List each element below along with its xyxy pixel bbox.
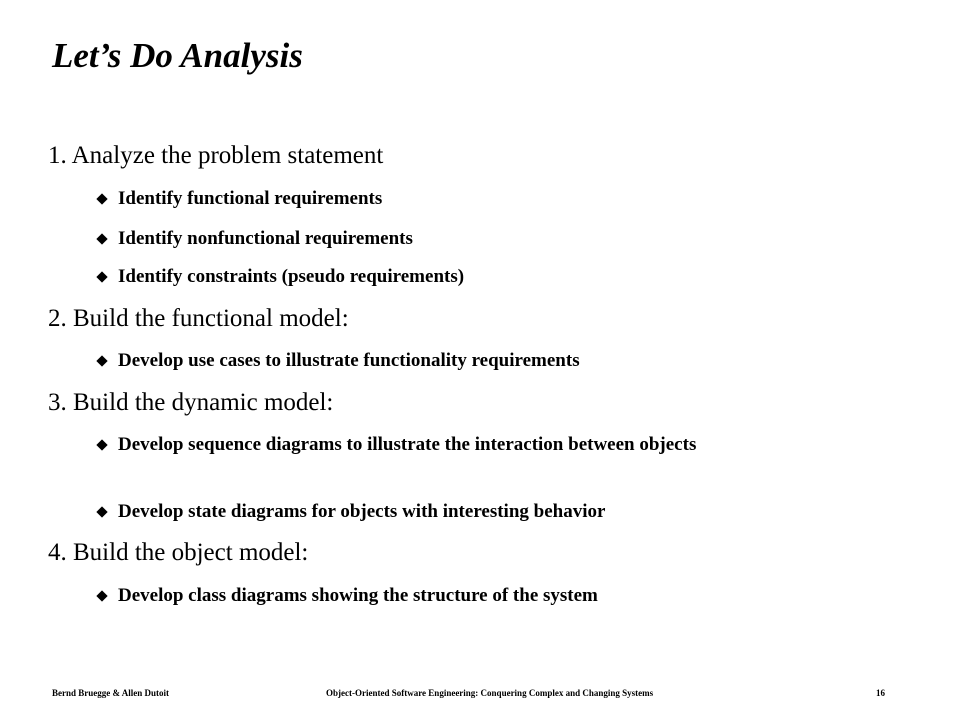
bullet-text: Develop use cases to illustrate functionality requirements bbox=[118, 350, 580, 371]
bullet-text: Identify functional requirements bbox=[118, 188, 383, 209]
diamond-icon bbox=[96, 439, 107, 450]
list-item bbox=[98, 186, 858, 212]
diamond-icon bbox=[96, 506, 107, 517]
page-number: 16 bbox=[876, 688, 885, 698]
step-4-heading: 4. Build the object model: bbox=[48, 539, 309, 566]
list-item bbox=[98, 264, 858, 290]
diamond-icon bbox=[96, 271, 107, 282]
list-item bbox=[98, 499, 858, 525]
slide-title: Let’s Do Analysis bbox=[52, 36, 303, 75]
step-2-heading: 2. Build the functional model: bbox=[48, 305, 349, 332]
step-1-heading: 1. Analyze the problem statement bbox=[48, 142, 384, 169]
bullet-text: Identify constraints (pseudo requirements) bbox=[118, 266, 465, 287]
list-item bbox=[98, 432, 858, 458]
diamond-icon bbox=[96, 193, 107, 204]
diamond-icon bbox=[96, 233, 107, 244]
footer-authors: Bernd Bruegge & Allen Dutoit bbox=[52, 688, 169, 698]
bullet-text: Develop sequence diagrams to illustrate the interaction between objects bbox=[118, 434, 697, 455]
diamond-icon bbox=[96, 355, 107, 366]
diamond-icon bbox=[96, 590, 107, 601]
bullet-text: Develop state diagrams for objects with interesting behavior bbox=[118, 501, 606, 522]
bullet-text: Develop class diagrams showing the structure of the system bbox=[118, 585, 598, 606]
list-item bbox=[98, 583, 858, 609]
list-item bbox=[98, 348, 858, 374]
bullet-text: Identify nonfunctional requirements bbox=[118, 228, 413, 249]
footer-book-title: Object-Oriented Software Engineering: Conquering Complex and Changing Systems bbox=[326, 688, 654, 698]
list-item bbox=[98, 226, 858, 252]
step-3-heading: 3. Build the dynamic model: bbox=[48, 389, 334, 416]
